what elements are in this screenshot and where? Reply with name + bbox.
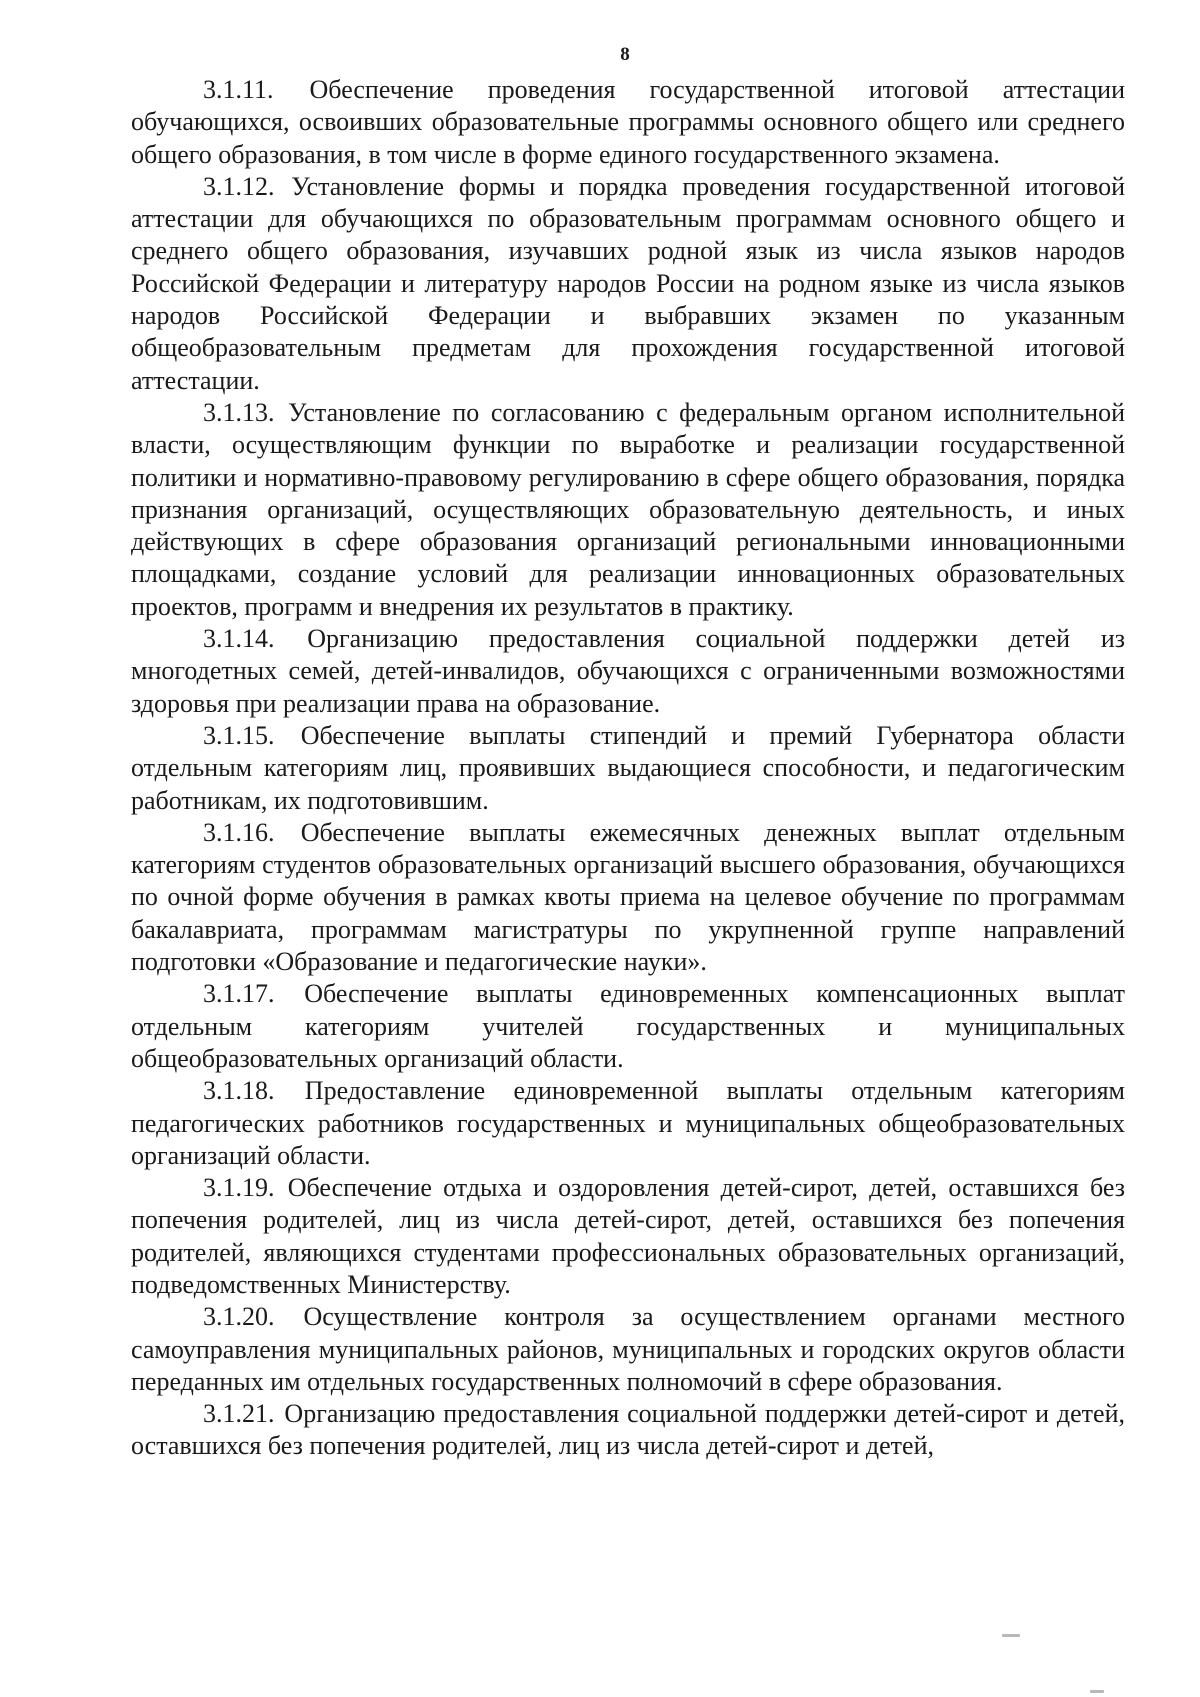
page-number: 8 <box>620 44 630 65</box>
paragraph-text: Организацию предоставления социальной поддержки детей из многодетных семей, детей-инвалидов, обучающихся с ограниченными возможностями здоровья при реализации права на образование. <box>131 624 1125 718</box>
scan-mark <box>1002 1634 1020 1637</box>
paragraph-number: 3.1.13. <box>203 397 275 427</box>
paragraph-3-1-17 <box>131 978 1125 1075</box>
paragraph-number: 3.1.17. <box>203 979 275 1009</box>
paragraph-number: 3.1.19. <box>203 1173 275 1203</box>
paragraph-number: 3.1.12. <box>203 171 275 201</box>
paragraph-text: Организацию предоставления социальной поддержки детей-сирот и детей, оставшихся без попечения родителей, лиц из числа детей-сирот и детей, <box>131 1399 1125 1461</box>
paragraph-3-1-18 <box>131 1075 1125 1172</box>
paragraph-3-1-21 <box>131 1398 1125 1463</box>
paragraph-text: Обеспечение отдыха и оздоровления детей-сирот, детей, оставшихся без попечения родителей, лиц из числа детей-сирот, детей, оставшихся без попечения родителей, являющихся студентами профессиональных образовательных организаций, подведомственных Министерству. <box>131 1173 1125 1299</box>
paragraph-text: Предоставление единовременной выплаты отдельным категориям педагогических работников государственных и муниципальных общеобразовательных организаций области. <box>131 1076 1125 1170</box>
document-body <box>131 74 1125 1463</box>
paragraph-text: Установление по согласованию с федеральным органом исполнительной власти, осуществляющим функции по выработке и реализации государственной политики и нормативно-правовому регулированию в сфере общего образования, порядка признания организаций, осуществляющих образовательную деятельность, и иных действующих в сфере образования организаций региональными инновационными площадками, создание условий для реализации инновационных образовательных проектов, программ и внедрения их результатов в практику. <box>131 397 1126 621</box>
paragraph-text: Обеспечение проведения государственной итоговой аттестации обучающихся, освоивших образовательные программы основного общего или среднего общего образования, в том числе в форме единого государственного экзамена. <box>131 75 1125 169</box>
paragraph-number: 3.1.15. <box>203 720 275 750</box>
paragraph-3-1-15 <box>131 720 1125 817</box>
paragraph-3-1-11 <box>131 74 1125 171</box>
paragraph-3-1-16 <box>131 817 1125 978</box>
paragraph-3-1-13 <box>131 397 1125 623</box>
paragraph-number: 3.1.21. <box>203 1399 275 1429</box>
paragraph-number: 3.1.16. <box>203 817 275 847</box>
paragraph-number: 3.1.20. <box>203 1302 275 1332</box>
paragraph-number: 3.1.11. <box>203 75 274 104</box>
paragraph-3-1-19 <box>131 1172 1125 1301</box>
paragraph-3-1-12 <box>131 171 1125 397</box>
scan-mark <box>1090 1690 1104 1693</box>
paragraph-text: Осуществление контроля за осуществлением органами местного самоуправления муниципальных районов, муниципальных и городских округов области переданных им отдельных государственных полномочий в сфере образования. <box>131 1302 1126 1396</box>
paragraph-number: 3.1.18. <box>203 1076 275 1106</box>
paragraph-text: Обеспечение выплаты стипендий и премий Губернатора области отдельным категориям лиц, проявивших выдающиеся способности, и педагогическим работникам, их подготовившим. <box>131 720 1126 815</box>
paragraph-3-1-14 <box>131 623 1125 720</box>
paragraph-text: Установление формы и порядка проведения государственной итоговой аттестации для обучающихся по образовательным программам основного общего и среднего общего образования, изучавших родной язык из числа языков народов Российской Федерации и литературу народов России на родном языке из числа языков народов Российской Федерации и выбравших экзамен по указанным общеобразовательным предметам для прохождения государственной итоговой аттестации. <box>131 171 1126 395</box>
paragraph-text: Обеспечение выплаты ежемесячных денежных выплат отдельным категориям студентов образовательных организаций высшего образования, обучающихся по очной форме обучения в рамках квоты приема на целевое обучение по программам бакалавриата, программам магистратуры по укрупненной группе направлений подготовки «Образование и педагогические науки». <box>131 817 1126 977</box>
paragraph-text: Обеспечение выплаты единовременных компенсационных выплат отдельным категориям учителей государственных и муниципальных общеобразовательных организаций области. <box>131 979 1125 1073</box>
paragraph-number: 3.1.14. <box>203 624 275 654</box>
paragraph-3-1-20 <box>131 1301 1125 1398</box>
